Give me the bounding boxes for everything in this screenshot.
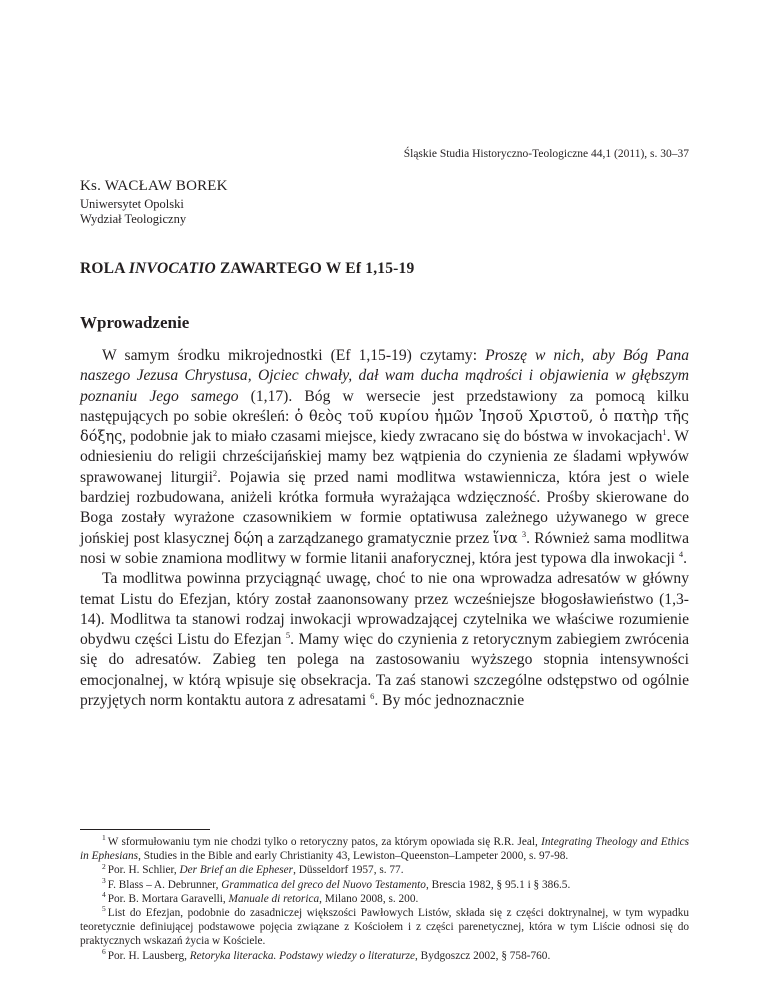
affiliation-faculty: Wydział Teologiczny (80, 212, 187, 226)
footnotes (80, 835, 689, 963)
footnote-6: $^6$ Por. H. Lausberg, Retoryka literacka. Podstawy wiedzy o literaturze, Bydgoszcz 2002, § 758-760. (102, 946, 551, 962)
footnote-3: $^3$ F. Blass – A. Debrunner, Grammatica del greco del Nuovo Testamento, Brescia 1982, § 95.1 i § 386.5. (102, 875, 571, 891)
footnote-2: $^2$ Por. H. Schlier, Der Brief an die Epheser, Düsseldorf 1957, s. 77. (102, 861, 404, 877)
footnote-ref[interactable]: 6 (370, 690, 375, 701)
footnote-1: $^1$ W sformułowaniu tym nie chodzi tylko o retoryczny patos, za którym opowiada się R.R. Jeal, Integrating Theology and Ethics in Ephesians, Studies in the Bible and early Christianity 43, Lewiston–Queenston–Lampeter 2000, s. 97-98. (80, 833, 689, 863)
greek-word: δῴη (233, 530, 263, 547)
article-title: ROLA INVOCATIO ZAWARTEGO W Ef 1,15-19 (80, 260, 415, 277)
title-italic-term: INVOCATIO (128, 260, 216, 277)
footnote-ref[interactable]: 4 (678, 548, 684, 559)
footnote-ref[interactable]: 2 (212, 467, 218, 478)
paragraph-1: W samym środku mikrojednostki (Ef 1,15-19) czytamy: Proszę w nich, aby Bóg Pana naszego Jezusa Chrystusa, Ojciec chwały, dał wam ducha mądrości i objawienia w głębszym poznaniu Jego samego (1,17). Bóg w wersecie jest przedstawiony za pomocą kilku następujących po sobie określeń: ὁ θεὸς τοῦ κυρίου ἡμῶν Ἰησοῦ Χριστοῦ, ὁ πατὴρ τῆς δόξης, podobnie jak to miało czasami miejsce, kiedy zwracano się do bóstwa w invokacjach$^1$. W odniesieniu do religii chrześcijańskiej mamy bez wątpienia do czynienia ze śladami wpływów sprawowanej liturgii$^2$. Pojawia się przed nami modlitwa wstawiennicza, która jest o wiele bardziej rozbudowana, aniżeli krótka formuła wyrażająca wdzięczność. Prośby skierowane do Boga zostały wyrażone czasownikiem w formie optatiwusa zależnego używanego w grece jońskiej post klasycznej δῴη a zarządzanego gramatycznie przez ἵνα $^3$. Również sama modlitwa nosi w sobie znamiona modlitwy w formie litanii anaforycznej, która jest typowa dla inwokacji $^4$. (80, 347, 690, 567)
footnote-ref[interactable]: 1 (662, 427, 667, 437)
affiliation-university: Uniwersytet Opolski (80, 197, 184, 211)
author-name: Ks. WACŁAW BOREK (80, 178, 228, 194)
footnote-4: $^4$ Por. B. Mortara Garavelli, Manuale di retorica, Milano 2008, s. 200. (102, 890, 419, 905)
footnote-5: $^5$ List do Efezjan, podobnie do zasadniczej większości Pawłowych Listów, składa się z części doktrynalnej, w tym wypadku teoretycznie definiującej podstawowe pojęcia związane z Kościołem i z części parenetycznej, która w tym Liście odnosi się do praktycznych wskazań życia w Kościele. (80, 904, 689, 948)
footnote-ref[interactable]: 5 (285, 629, 291, 640)
journal-header: Śląskie Studia Historyczno-Teologiczne 44,1 (2011), s. 30–37 (403, 148, 689, 160)
footnote-ref[interactable]: 3 (521, 528, 527, 539)
section-heading: Wprowadzenie (80, 313, 190, 332)
body-text (80, 346, 689, 711)
greek-word: ἵνα (493, 530, 518, 547)
footnote-divider (80, 829, 210, 830)
greek-phrase: ὁ θεὸς τοῦ κυρίου ἡμῶν Ἰησοῦ Χριστοῦ, ὁ πατὴρ τῆς δόξης (80, 408, 689, 446)
paragraph-2: Ta modlitwa powinna przyciągnąć uwagę, choć to nie ona wprowadza adresatów w główny temat Listu do Efezjan, który został zaanonsowany przez wcześniejsze błogosławieństwo (1,3-14). Modlitwa ta stanowi rodzaj inwokacji wprowadzającej czytelnika we właściwe rozumienie obydwu części Listu do Efezjan $^5$. Mamy więc do czynienia z retorycznym zabiegiem zwrócenia się do adresatów. Zabieg ten polega na zastosowaniu wyższego stopnia intensywności emocjonalnej, w którą wpisuje się obsekracja. Ta zaś stanowi szczególne odstępstwo od ogólnie przyjętych norm kontaktu autora z adresatami $^6$. By móc jednoznacznie (80, 570, 690, 710)
scripture-quote: Proszę w nich, aby Bóg Pana naszego Jezusa Chrystusa, Ojciec chwały, dał wam ducha mądrości i objawienia w głębszym poznaniu Jego samego (80, 347, 689, 405)
